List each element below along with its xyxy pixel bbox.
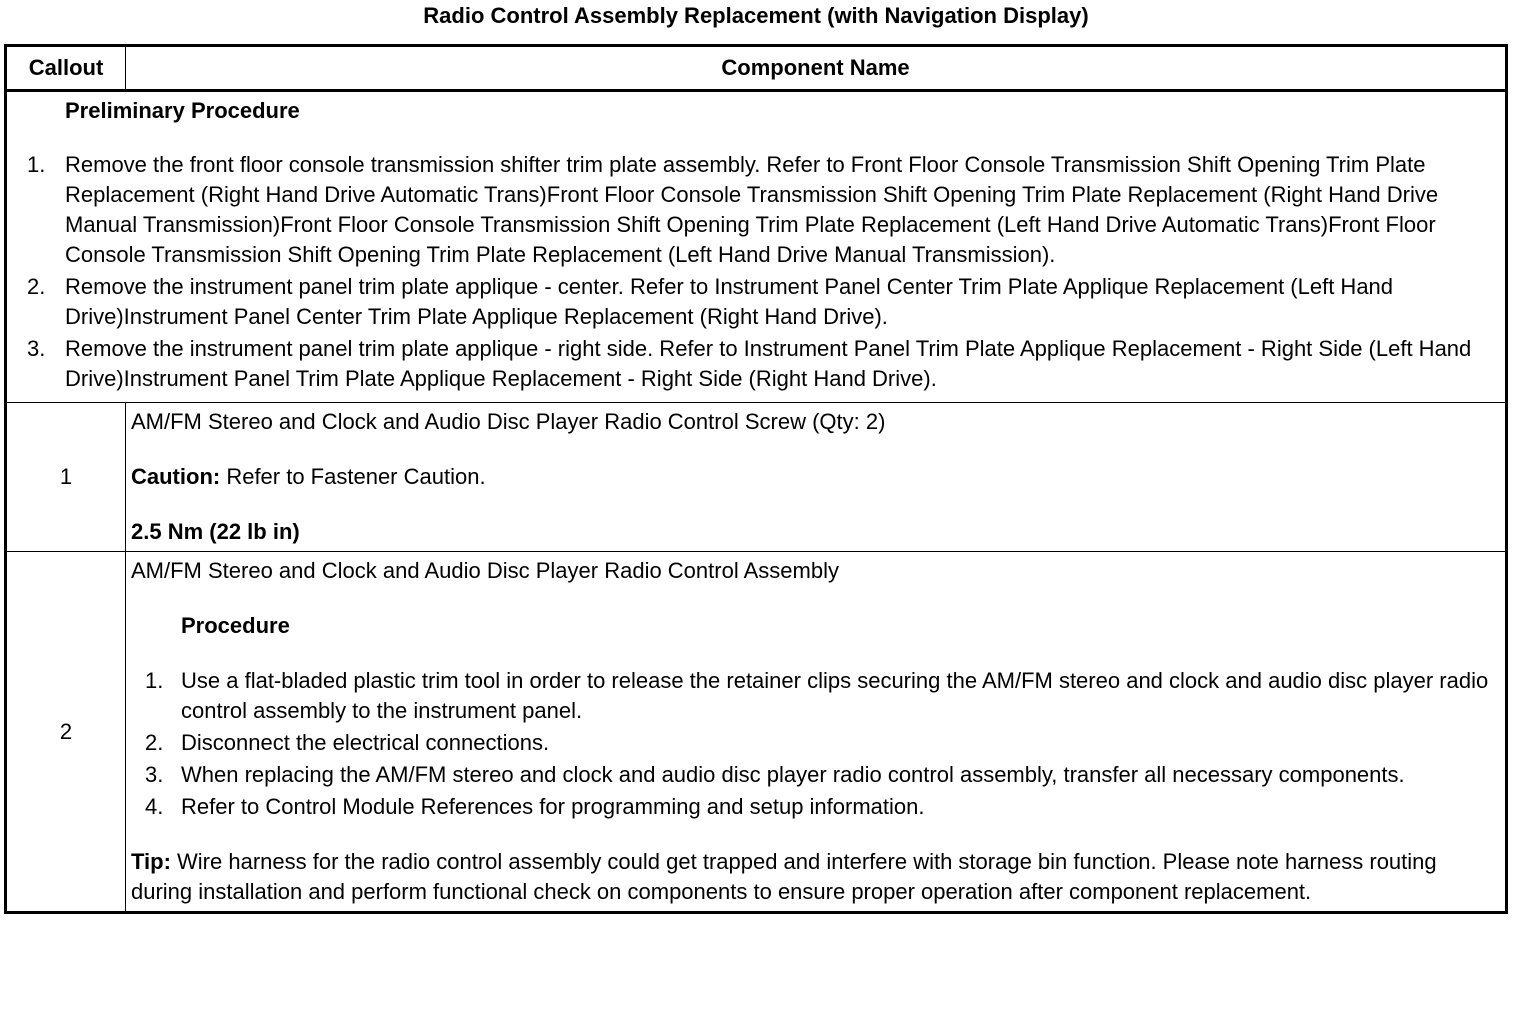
- tip-note: Tip: Wire harness for the radio control assembly could get trapped and interfere with storage bin function. Please note harness routing during installation and perform functional check on components to ensure proper operation after component replacement.: [131, 849, 1437, 904]
- component-header: Component Name: [126, 46, 1507, 91]
- component-table: [4, 44, 1508, 914]
- callout-cell: 2: [6, 552, 126, 913]
- component-name: AM/FM Stereo and Clock and Audio Disc Player Radio Control Assembly: [131, 558, 839, 583]
- component-cell: [126, 403, 1507, 552]
- preliminary-heading: Preliminary Procedure: [65, 98, 300, 123]
- procedure: [181, 611, 1497, 641]
- preliminary-procedure: [6, 91, 1507, 403]
- callout-header: Callout: [6, 46, 126, 91]
- header-row: [6, 46, 1507, 91]
- procedure-heading: Procedure: [181, 613, 290, 638]
- component-name: AM/FM Stereo and Clock and Audio Disc Player Radio Control Screw (Qty: 2): [131, 409, 886, 434]
- caution-note: Caution: Refer to Fastener Caution.: [131, 464, 486, 489]
- torque-spec: 2.5 Nm (22 lb in): [131, 519, 300, 544]
- list-item: 2. Disconnect the electrical connections.: [145, 730, 550, 755]
- list-item: 2. Remove the instrument panel trim plate applique - center. Refer to Instrument Panel Center Trim Plate Applique Replacement (Left Hand Drive)Instrument Panel Center Trim Plate Applique Replacement (Right Hand Drive).: [27, 274, 1394, 329]
- table-row: [6, 552, 1507, 913]
- preliminary-row: [6, 91, 1507, 403]
- table-row: [6, 403, 1507, 552]
- list-item: 1. Remove the front floor console transmission shifter trim plate assembly. Refer to Front Floor Console Transmission Shift Opening Trim Plate Replacement (Right Hand Drive Automatic Trans)Front Floor Console Transmission Shift Opening Trim Plate Replacement (Right Hand Drive Manual Transmission)Front Floor Console Transmission Shift Opening Trim Plate Replacement (Left Hand Drive Automatic Trans)Front Floor Console Transmission Shift Opening Trim Plate Replacement (Left Hand Drive Manual Transmission).: [27, 152, 1439, 267]
- list-item: 3. When replacing the AM/FM stereo and clock and audio disc player radio control assembly, transfer all necessary components.: [145, 762, 1405, 787]
- list-item: 1. Use a flat-bladed plastic trim tool in order to release the retainer clips securing the AM/FM stereo and clock and audio disc player radio control assembly to the instrument panel.: [145, 668, 1489, 723]
- component-cell: [126, 552, 1507, 913]
- callout-cell: 1: [6, 403, 126, 552]
- document-title: Radio Control Assembly Replacement (with Navigation Display): [423, 3, 1089, 28]
- list-item: 4. Refer to Control Module References for programming and setup information.: [145, 794, 925, 819]
- list-item: 3. Remove the instrument panel trim plate applique - right side. Refer to Instrument Panel Trim Plate Applique Replacement - Right Side (Left Hand Drive)Instrument Panel Trim Plate Applique Replacement - Right Side (Right Hand Drive).: [27, 336, 1472, 391]
